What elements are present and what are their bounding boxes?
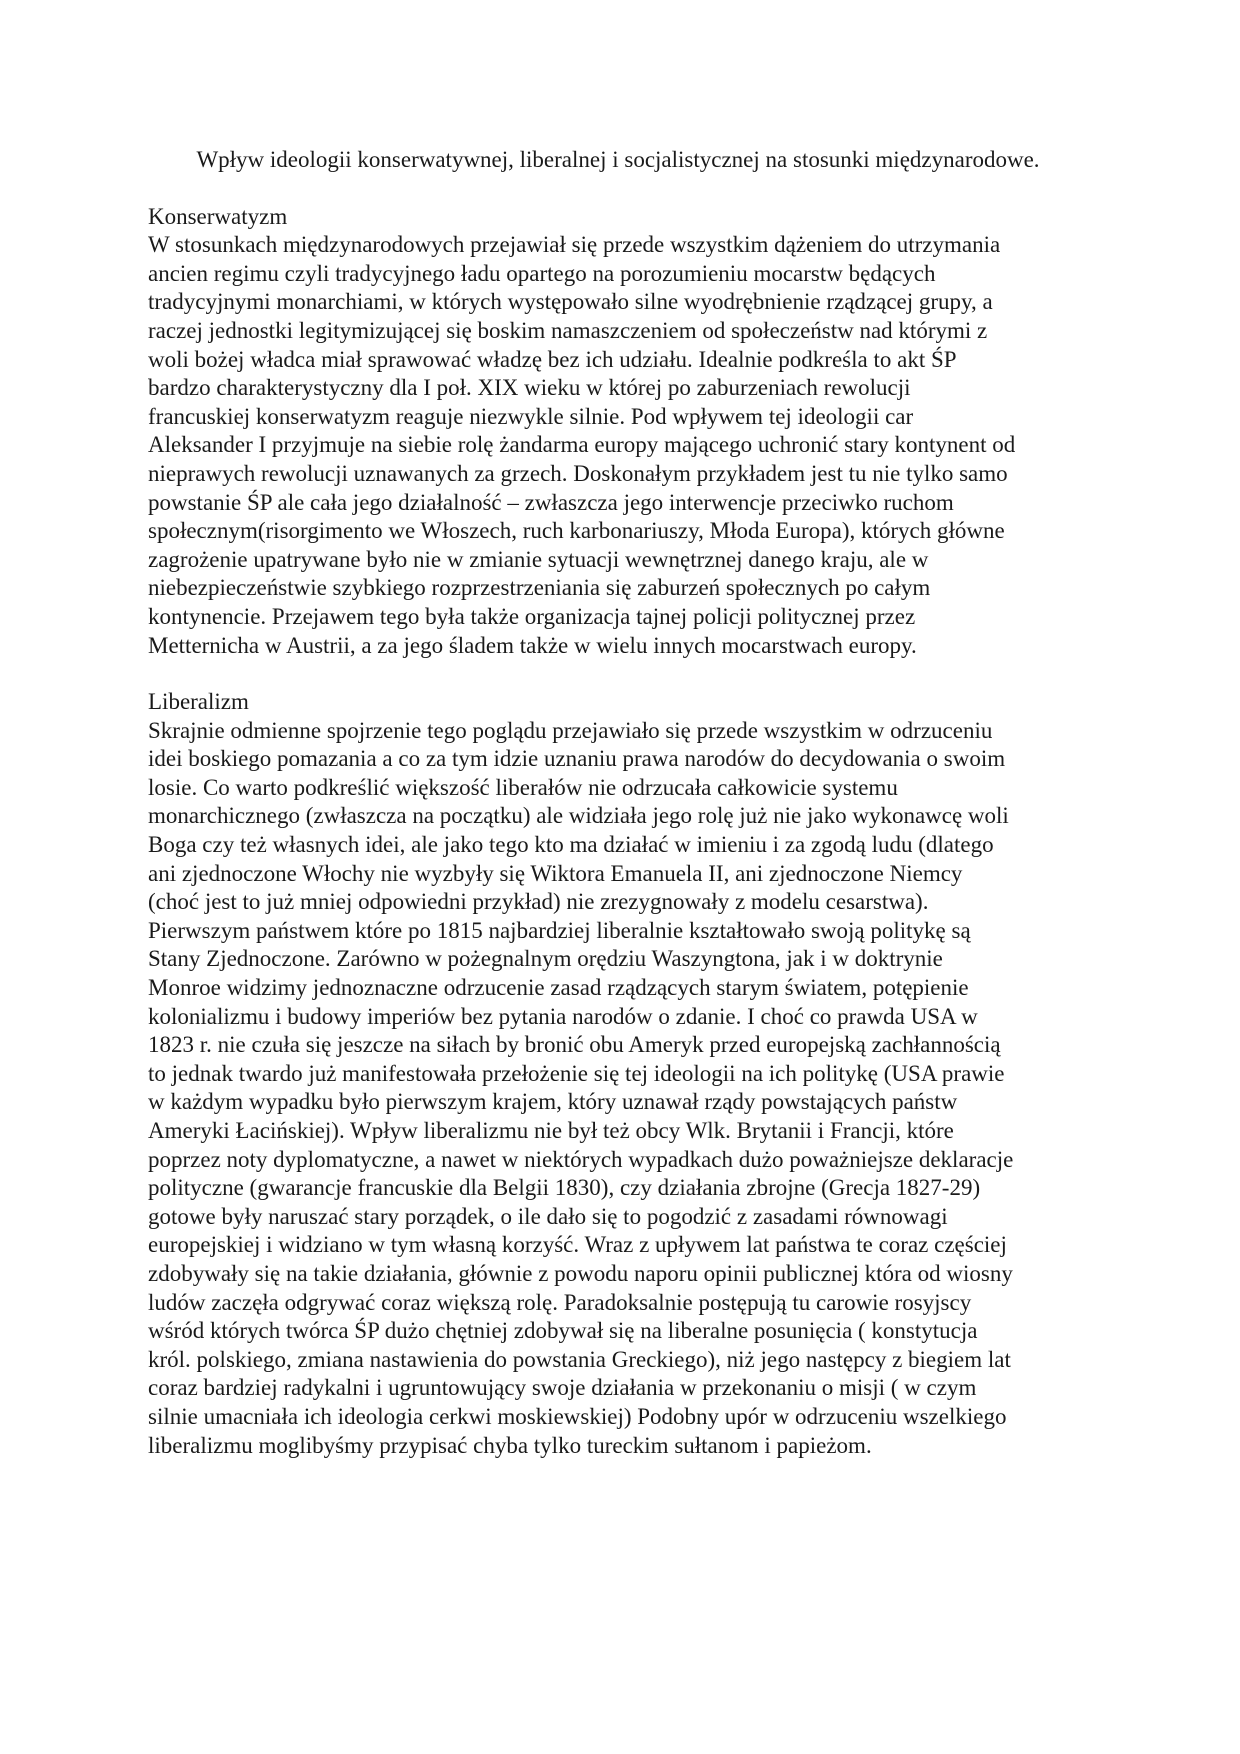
section-liberalizm <box>148 688 1088 1460</box>
text-line: silnie umacniała ich ideologia cerkwi moskiewskiej) Podobny upór w odrzuceniu wszelkiego <box>148 1403 1007 1429</box>
text-line: W stosunkach międzynarodowych przejawiał się przede wszystkim dążeniem do utrzymania <box>148 232 1001 258</box>
text-line: zagrożenie upatrywane było nie w zmianie sytuacji wewnętrznej danego kraju, ale w <box>148 546 929 572</box>
text-line: kontynencie. Przejawem tego była także organizacja tajnej policji politycznej przez <box>148 603 916 629</box>
text-line: Aleksander I przyjmuje na siebie rolę żandarma europy mającego uchronić stary kontynent od <box>148 432 1016 458</box>
document-title: Wpływ ideologii konserwatywnej, liberalnej i socjalistycznej na stosunki międzynarodowe. <box>196 147 1040 172</box>
text-line: poprzez noty dyplomatyczne, a nawet w niektórych wypadkach dużo poważniejsze deklaracje <box>148 1146 1014 1172</box>
text-line: (choć jest to już mniej odpowiedni przykład) nie zrezygnowały z modelu cesarstwa). <box>148 889 929 915</box>
text-line: idei boskiego pomazania a co za tym idzie uznaniu prawa narodów do decydowania o swoim <box>148 746 1006 772</box>
section-body <box>148 231 1088 660</box>
text-line: w każdym wypadku było pierwszym krajem, który uznawał rządy powstających państw <box>148 1089 958 1115</box>
text-line: król. polskiego, zmiana nastawienia do powstania Greckiego), niż jego następcy z biegiem lat <box>148 1346 1011 1372</box>
text-line: raczej jednostki legitymizującej się boskim namaszczeniem od społeczeństw nad którymi z <box>148 317 988 343</box>
text-line: monarchicznego (zwłaszcza na początku) ale widziała jego rolę już nie jako wykonawcę woli <box>148 803 1009 829</box>
text-line: kolonializmu i budowy imperiów bez pytania narodów o zdanie. I choć co prawda USA w <box>148 1003 978 1029</box>
section-body <box>148 717 1088 1460</box>
section-konserwatyzm <box>148 203 1088 661</box>
text-line: europejskiej i widziano w tym własną korzyść. Wraz z upływem lat państwa te coraz częściej <box>148 1232 1007 1258</box>
text-line: tradycyjnymi monarchiami, w których występowało silne wyodrębnienie rządzącej grupy, a <box>148 289 993 315</box>
text-line: nieprawych rewolucji uznawanych za grzech. Doskonałym przykładem jest tu nie tylko samo <box>148 460 1008 486</box>
text-line: Metternicha w Austrii, a za jego śladem także w wielu innych mocarstwach europy. <box>148 632 917 658</box>
text-line: Boga czy też własnych idei, ale jako tego kto ma działać w imieniu i za zgodą ludu (dlatego <box>148 832 994 858</box>
text-line: Stany Zjednoczone. Zarówno w pożegnalnym orędziu Waszyngtona, jak i w doktrynie <box>148 946 943 972</box>
document-content <box>148 146 1088 1460</box>
text-line: niebezpieczeństwie szybkiego rozprzestrzeniania się zaburzeń społecznych po całym <box>148 575 931 601</box>
text-line: losie. Co warto podkreślić większość liberałów nie odrzucała całkowicie systemu <box>148 774 898 800</box>
text-line: 1823 r. nie czuła się jeszcze na siłach by bronić obu Ameryk przed europejską zachłannością <box>148 1032 1001 1058</box>
section-heading: Konserwatyzm <box>148 203 288 229</box>
text-line: francuskiej konserwatyzm reaguje niezwykle silnie. Pod wpływem tej ideologii car <box>148 403 914 429</box>
text-line: Skrajnie odmienne spojrzenie tego poglądu przejawiało się przede wszystkim w odrzuceniu <box>148 717 993 743</box>
text-line: społecznym(risorgimento we Włoszech, ruch karbonariuszy, Młoda Europa), których główne <box>148 518 1005 544</box>
text-line: Pierwszym państwem które po 1815 najbardziej liberalnie kształtowało swoją politykę są <box>148 917 971 943</box>
text-line: bardzo charakterystyczny dla I poł. XIX wieku w której po zaburzeniach rewolucji <box>148 375 911 401</box>
text-line: ani zjednoczone Włochy nie wyzbyły się Wiktora Emanuela II, ani zjednoczone Niemcy <box>148 860 963 886</box>
text-line: liberalizmu moglibyśmy przypisać chyba tylko tureckim sułtanom i papieżom. <box>148 1432 872 1458</box>
text-line: coraz bardziej radykalni i ugruntowujący swoje działania w przekonaniu o misji ( w czym <box>148 1375 977 1401</box>
text-line: Ameryki Łacińskiej). Wpływ liberalizmu nie był też obcy Wlk. Brytanii i Francji, które <box>148 1118 954 1143</box>
text-line: polityczne (gwarancje francuskie dla Belgii 1830), czy działania zbrojne (Grecja 1827-29) <box>148 1175 981 1201</box>
text-line: Monroe widzimy jednoznaczne odrzucenie zasad rządzących starym światem, potępienie <box>148 975 969 1001</box>
text-line: gotowe były naruszać stary porządek, o ile dało się to pogodzić z zasadami równowagi <box>148 1203 948 1229</box>
section-heading: Liberalizm <box>148 689 249 715</box>
text-line: zdobywały się na takie działania, głównie z powodu naporu opinii publicznej która od wiosny <box>148 1260 1013 1286</box>
text-line: woli bożej władca miał sprawować władzę bez ich udziału. Idealnie podkreśla to akt ŚP <box>148 346 957 372</box>
text-line: powstanie ŚP ale cała jego działalność – zwłaszcza jego interwencje przeciwko ruchom <box>148 489 954 515</box>
text-line: to jednak twardo już manifestowała przełożenie się tej ideologii na ich politykę (USA prawie <box>148 1060 1005 1086</box>
text-line: ludów zaczęła odgrywać coraz większą rolę. Paradoksalnie postępują tu carowie rosyjscy <box>148 1289 972 1315</box>
text-line: wśród których twórca ŚP dużo chętniej zdobywał się na liberalne posunięcia ( konstytucja <box>148 1318 978 1344</box>
text-line: ancien regimu czyli tradycyjnego ładu opartego na porozumieniu mocarstw będących <box>148 260 936 286</box>
